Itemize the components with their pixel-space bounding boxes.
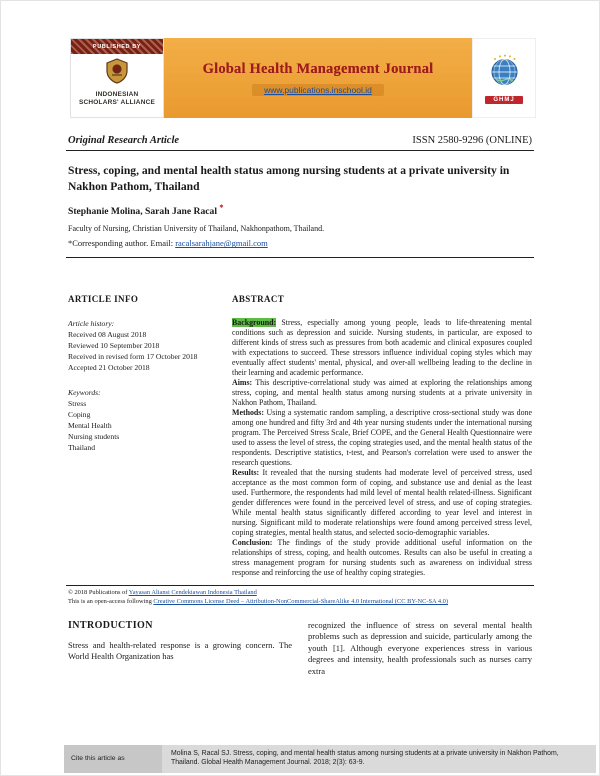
publisher-name: INDONESIAN SCHOLARS' ALLIANCE <box>78 91 156 107</box>
background-text: Stress, especially among young people, leads to life-threatening mental conditions such as depression and suicide. Nursing students, in particular, are exposed to different kinds of stress such as pressures from both academic and clinical exposures coupled with expectations to succeed. These stressors influence individual coping styles which may eventually affect students' mental, physical, and over-all wellbeing leading to the decline in their learning and academic performance. <box>232 318 532 378</box>
methods-label: Methods: <box>232 408 264 418</box>
aims-label: Aims: <box>232 378 253 388</box>
background-label-highlighted: Background: <box>232 318 277 328</box>
globe-icon <box>486 53 522 94</box>
article-history-block <box>68 318 214 453</box>
results-text: It revealed that the nursing students had moderate level of perceived stress, used acceptance as the most common form of coping, and substance use and denial as the least used. Furthermore, the respondents had mild level of mental health related-illness. Significant gender differences were found in the perceived level of stress, and use of coping strategies. While mental health status significantly differed according to year level and interest in nursing. Significant mild to moderate relationships were found among perceived stress level, coping strategies, mental health status, and selected socio-demographic variables. <box>232 468 532 538</box>
conclusion-text: The findings of the study provide additional useful information on the relationships of stress, coping, and health outcomes. Results can also be useful in creating a stress management program for nursing students such as awareness on individual stress response and reinforcing the use of healthy coping strategies. <box>232 538 532 578</box>
journal-title: Global Health Management Journal <box>202 60 434 77</box>
article-info-heading: ARTICLE INFO <box>68 294 139 305</box>
license-link[interactable]: Creative Commons License Deed – Attribution-NonCommercial-ShareAlike 4.0 International (CC BY-NC-SA 4.0) <box>153 598 448 606</box>
authors-line <box>68 203 532 217</box>
publisher-emblem-icon <box>104 58 130 89</box>
meta-row <box>68 135 532 146</box>
keyword-item: Coping <box>68 410 91 420</box>
keyword-item: Stress <box>68 399 87 409</box>
results-label: Results: <box>232 468 260 478</box>
keyword-item: Thailand <box>68 443 95 453</box>
history-item: Received 08 August 2018 <box>68 330 147 340</box>
conclusion-label: Conclusion: <box>232 538 273 548</box>
journal-banner <box>164 38 472 118</box>
keywords-label: Keywords: <box>68 388 101 398</box>
methods-text: Using a systematic random sampling, a descriptive cross-sectional study was done among one hundred and fifty 3rd and 4th year nursing students under the international nursing program. The Perceived Stress Scale, Brief COPE, and the General Health Questionnaire were used to assess the level of stress, the coping strategies used, and the mental health status of the respondents. Descriptive statistics, t-test, and Pearson's correlation were used to answer the research questions. <box>232 408 532 468</box>
abstract-heading: ABSTRACT <box>232 294 285 305</box>
ghmj-badge: GHMJ <box>485 96 522 104</box>
body-right-column <box>308 620 532 677</box>
introduction-heading: INTRODUCTION <box>68 620 153 632</box>
affiliation: Faculty of Nursing, Christian University of Thailand, Nakhonpathom, Thailand. <box>68 224 325 234</box>
divider-under-authors <box>66 257 534 258</box>
corresponding-author-mark: * <box>219 203 224 213</box>
issn-label: ISSN 2580-9296 (ONLINE) <box>412 135 532 146</box>
keyword-item: Mental Health <box>68 421 112 431</box>
citation-label: Cite this article as <box>64 745 162 773</box>
introduction-paragraph-left: Stress and health-related response is a growing concern. The World Health Organization has <box>68 640 292 662</box>
publisher-link[interactable]: Yayasan Aliansi Cendekiawan Indonesia Thailand <box>128 589 257 597</box>
history-item: Reviewed 10 September 2018 <box>68 341 160 351</box>
corresponding-line <box>68 238 532 248</box>
divider-top <box>66 150 534 151</box>
article-title: Stress, coping, and mental health status among nursing students at a private university in Nakhon Pathom, Thailand <box>68 164 510 193</box>
history-item: Accepted 21 October 2018 <box>68 363 150 373</box>
license-prefix: This is an open-access following <box>68 598 154 606</box>
author-names: Stephanie Molina, Sarah Jane Racal <box>68 206 217 218</box>
divider-under-abstract <box>66 585 534 586</box>
abstract-background <box>232 318 532 378</box>
introduction-paragraph-right: recognized the influence of stress on several mental health problems such as depression and suicide, particularly among the youth [1]. Although everyone experiences stress in various degrees and intensity, health professionals such as nurses carry extra <box>308 620 532 676</box>
history-label: Article history: <box>68 319 115 329</box>
article-type-label: Original Research Article <box>68 135 180 146</box>
copyright-prefix: © 2018 Publications of <box>68 589 129 597</box>
batik-pattern-strip <box>71 39 163 54</box>
info-abstract-section <box>68 294 532 578</box>
journal-url-link[interactable]: www.publications.inschool.id <box>252 84 384 96</box>
aims-text: This descriptive-correlational study was aimed at exploring the relationships among stress, coping, and mental health status among nursing students at a private university in Nakhon Pathom, Thailand. <box>232 378 532 408</box>
keyword-item: Nursing students <box>68 432 120 442</box>
email-link[interactable]: racalsarahjane@gmail.com <box>175 238 268 249</box>
abstract-methods <box>232 408 532 468</box>
publisher-logo-box <box>70 38 164 118</box>
citation-text: Molina S, Racal SJ. Stress, coping, and mental health status among nursing students at a private university in Nakhon Pathom, Thailand. Global Health Management Journal. 2018; 2(3): 63-9. <box>171 749 559 767</box>
abstract-conclusion <box>232 538 532 578</box>
corresponding-prefix: *Corresponding author. Email: <box>68 238 176 249</box>
body-left-column <box>68 620 292 677</box>
article-info-column <box>68 294 214 578</box>
body-columns <box>68 620 532 677</box>
ghmj-logo-box <box>472 38 536 118</box>
copyright-block <box>68 589 532 607</box>
history-item: Received in revised form 17 October 2018 <box>68 352 198 362</box>
citation-bar <box>64 745 596 773</box>
abstract-results <box>232 468 532 538</box>
journal-header <box>70 38 536 118</box>
published-by-label: PUBLISHED BY <box>92 43 142 50</box>
abstract-aims <box>232 378 532 408</box>
abstract-column <box>232 294 532 578</box>
